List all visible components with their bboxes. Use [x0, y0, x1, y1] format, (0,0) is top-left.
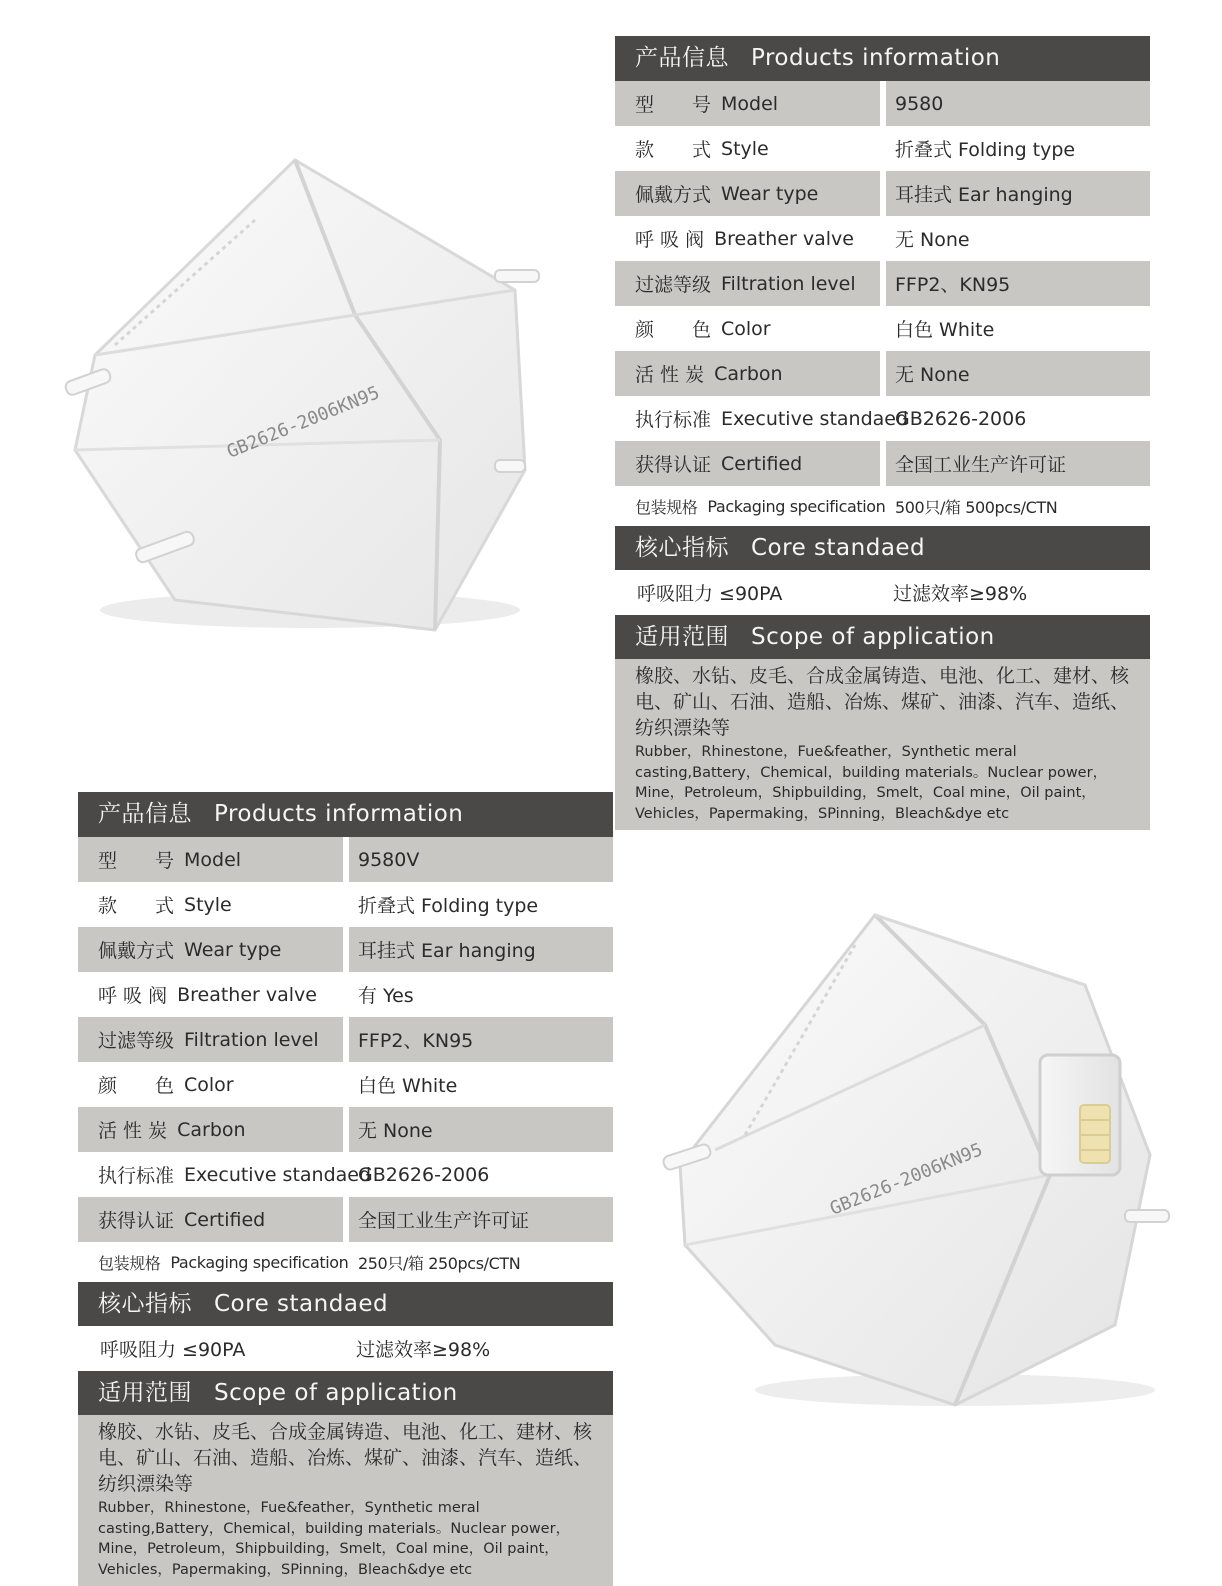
- spec-value: GB2626-2006: [358, 1163, 490, 1186]
- breathing-resistance: 呼吸阻力 ≤90PA: [100, 1339, 246, 1361]
- spec-row-executive-standard: 执行标准 Executive standaed GB2626-2006: [78, 1152, 613, 1197]
- spec-row-carbon: 活 性 炭 Carbon 无 None: [78, 1107, 613, 1152]
- scope-header: 适用范围 Scope of application: [78, 1371, 613, 1415]
- filtration-efficiency: 过滤效率≥98%: [893, 583, 1028, 605]
- spec-row-packaging: 包装规格 Packaging specification 250只/箱 250pcs/CTN: [78, 1242, 613, 1282]
- spec-row-style: 款 式 Style 折叠式 Folding type: [615, 126, 1150, 171]
- spec-row-packaging: 包装规格 Packaging specification 500只/箱 500pcs/CTN: [615, 486, 1150, 526]
- products-information-header: 产品信息 Products information: [78, 792, 613, 837]
- spec-value: 全国工业生产许可证: [886, 441, 1150, 486]
- spec-value: FFP2、KN95: [886, 261, 1150, 306]
- scope-body: [615, 659, 1150, 830]
- spec-value: 500只/箱 500pcs/CTN: [895, 497, 1058, 517]
- spec-row-filtration-level: 过滤等级 Filtration level FFP2、KN95: [78, 1017, 613, 1062]
- scope-text-zh: 橡胶、水钻、皮毛、合成金属铸造、电池、化工、建材、核电、矿山、石油、造船、冶炼、煤矿、油漆、汽车、造纸、纺织漂染等: [635, 665, 1130, 739]
- spec-value: 无 None: [895, 229, 970, 251]
- products-information-header: 产品信息 Products information: [615, 36, 1150, 81]
- mask-print-text: GB2626-2006KN95: [224, 382, 383, 463]
- core-standard-header: 核心指标 Core standaed: [615, 526, 1150, 570]
- kn95-valve-mask-icon: [655, 905, 1175, 1415]
- spec-value: 9580V: [349, 837, 613, 882]
- spec-value: 折叠式 Folding type: [895, 139, 1076, 161]
- spec-value: GB2626-2006: [895, 407, 1027, 430]
- spec-table: [78, 837, 613, 1282]
- spec-row-breather-valve: 呼 吸 阀 Breather valve 无 None: [615, 216, 1150, 261]
- scope-header: 适用范围 Scope of application: [615, 615, 1150, 659]
- breathing-resistance: 呼吸阻力 ≤90PA: [637, 583, 783, 605]
- spec-row-color: 颜 色 Color 白色 White: [78, 1062, 613, 1107]
- spec-table: [615, 81, 1150, 526]
- spec-row-wear-type: 佩戴方式 Wear type 耳挂式 Ear hanging: [78, 927, 613, 972]
- spec-value: 有 Yes: [358, 985, 414, 1007]
- spec-row-carbon: 活 性 炭 Carbon 无 None: [615, 351, 1150, 396]
- spec-value: 250只/箱 250pcs/CTN: [358, 1253, 521, 1273]
- spec-value: 全国工业生产许可证: [349, 1197, 613, 1242]
- bottom-product-panel: [78, 792, 613, 1586]
- spec-value: 白色 White: [895, 319, 995, 341]
- scope-text-zh: 橡胶、水钻、皮毛、合成金属铸造、电池、化工、建材、核电、矿山、石油、造船、冶炼、煤矿、油漆、汽车、造纸、纺织漂染等: [98, 1421, 593, 1495]
- core-standard-row: [615, 570, 1150, 615]
- kn95-mask-icon: [55, 140, 555, 650]
- spec-value: 耳挂式 Ear hanging: [349, 927, 613, 972]
- spec-value: 9580: [886, 81, 1150, 126]
- spec-value: 折叠式 Folding type: [358, 895, 539, 917]
- core-standard-header: 核心指标 Core standaed: [78, 1282, 613, 1326]
- spec-row-certified: 获得认证 Certified 全国工业生产许可证: [78, 1197, 613, 1242]
- spec-value: FFP2、KN95: [349, 1017, 613, 1062]
- spec-value: 无 None: [349, 1107, 613, 1152]
- mask-print-text: GB2626-2006KN95: [827, 1139, 986, 1220]
- spec-row-color: 颜 色 Color 白色 White: [615, 306, 1150, 351]
- scope-text-en: Rubber，Rhinestone，Fue&feather，Synthetic meral casting,Battery，Chemical，building materials。Nuclear power，Mine，Petroleum，Shipbuilding，Smelt，Coal mine，Oil paint，Vehicles，Papermaking，SPinning，Bleach&dye etc: [635, 744, 1108, 822]
- scope-body: [78, 1415, 613, 1586]
- spec-value: 白色 White: [358, 1075, 458, 1097]
- spec-row-breather-valve: 呼 吸 阀 Breather valve 有 Yes: [78, 972, 613, 1017]
- spec-row-style: 款 式 Style 折叠式 Folding type: [78, 882, 613, 927]
- filtration-efficiency: 过滤效率≥98%: [356, 1339, 491, 1361]
- spec-row-executive-standard: 执行标准 Executive standaed GB2626-2006: [615, 396, 1150, 441]
- core-standard-row: [78, 1326, 613, 1371]
- spec-row-model: 型 号 Model 9580V: [78, 837, 613, 882]
- spec-row-model: 型 号 Model 9580: [615, 81, 1150, 126]
- spec-row-filtration-level: 过滤等级 Filtration level FFP2、KN95: [615, 261, 1150, 306]
- spec-row-certified: 获得认证 Certified 全国工业生产许可证: [615, 441, 1150, 486]
- spec-value: 耳挂式 Ear hanging: [886, 171, 1150, 216]
- spec-row-wear-type: 佩戴方式 Wear type 耳挂式 Ear hanging: [615, 171, 1150, 216]
- spec-value: 无 None: [886, 351, 1150, 396]
- top-product-panel: [615, 36, 1150, 830]
- scope-text-en: Rubber，Rhinestone，Fue&feather，Synthetic meral casting,Battery，Chemical，building materials。Nuclear power，Mine，Petroleum，Shipbuilding，Smelt，Coal mine，Oil paint，Vehicles，Papermaking，SPinning，Bleach&dye etc: [98, 1500, 571, 1578]
